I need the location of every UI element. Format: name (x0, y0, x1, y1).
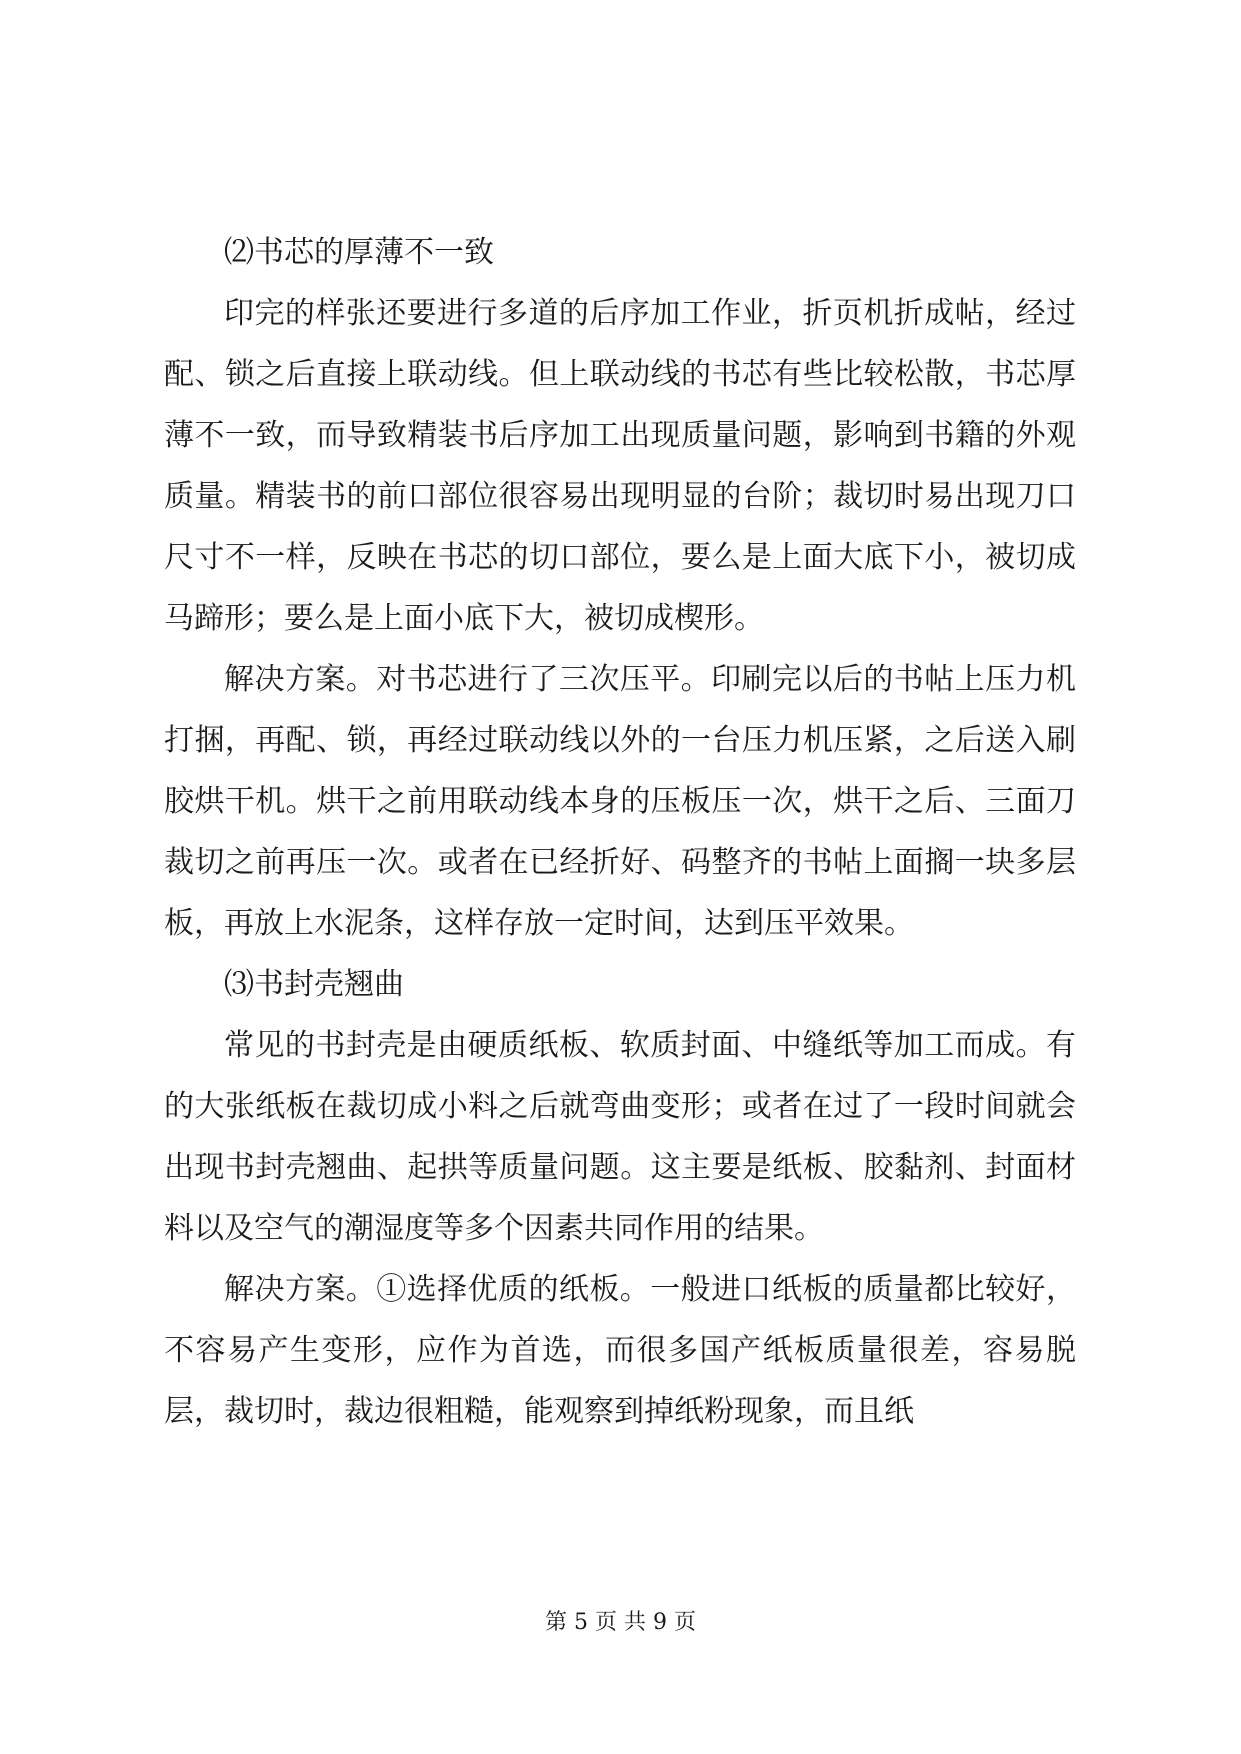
paragraph-solution-pressing: 解决方案。对书芯进行了三次压平。印刷完以后的书帖上压力机打捆，再配、锁，再经过联动线以外的一台压力机压紧，之后送入刷胶烘干机。烘干之前用联动线本身的压板压一次，烘干之后、三面刀裁切之前再压一次。或者在已经折好、码整齐的书帖上面搁一块多层板，再放上水泥条，这样存放一定时间，达到压平效果。 (164, 662, 1076, 941)
page-number-footer: 第 5 页 共 9 页 (545, 1610, 696, 1635)
document-body (164, 222, 1076, 1442)
paragraph-solution-board: 解决方案。①选择优质的纸板。一般进口纸板的质量都比较好，不容易产生变形，应作为首选，而很多国产纸板质量很差，容易脱层，裁切时，裁边很粗糙，能观察到掉纸粉现象，而且纸 (164, 1272, 1076, 1429)
paragraph-problem-description: 印完的样张还要进行多道的后序加工作业，折页机折成帖，经过配、锁之后直接上联动线。但上联动线的书芯有些比较松散，书芯厚薄不一致，而导致精装书后序加工出现质量问题，影响到书籍的外观质量。精装书的前口部位很容易出现明显的台阶；裁切时易出现刀口尺寸不一样，反映在书芯的切口部位，要么是上面大底下小，被切成马蹄形；要么是上面小底下大，被切成楔形。 (164, 296, 1076, 636)
section-heading-3: ⑶书封壳翘曲 (224, 967, 404, 1002)
section-heading-2: ⑵书芯的厚薄不一致 (224, 235, 494, 270)
paragraph-cover-warping: 常见的书封壳是由硬质纸板、软质封面、中缝纸等加工而成。有的大张纸板在裁切成小料之后就弯曲变形；或者在过了一段时间就会出现书封壳翘曲、起拱等质量问题。这主要是纸板、胶黏剂、封面材料以及空气的潮湿度等多个因素共同作用的结果。 (164, 1028, 1076, 1246)
